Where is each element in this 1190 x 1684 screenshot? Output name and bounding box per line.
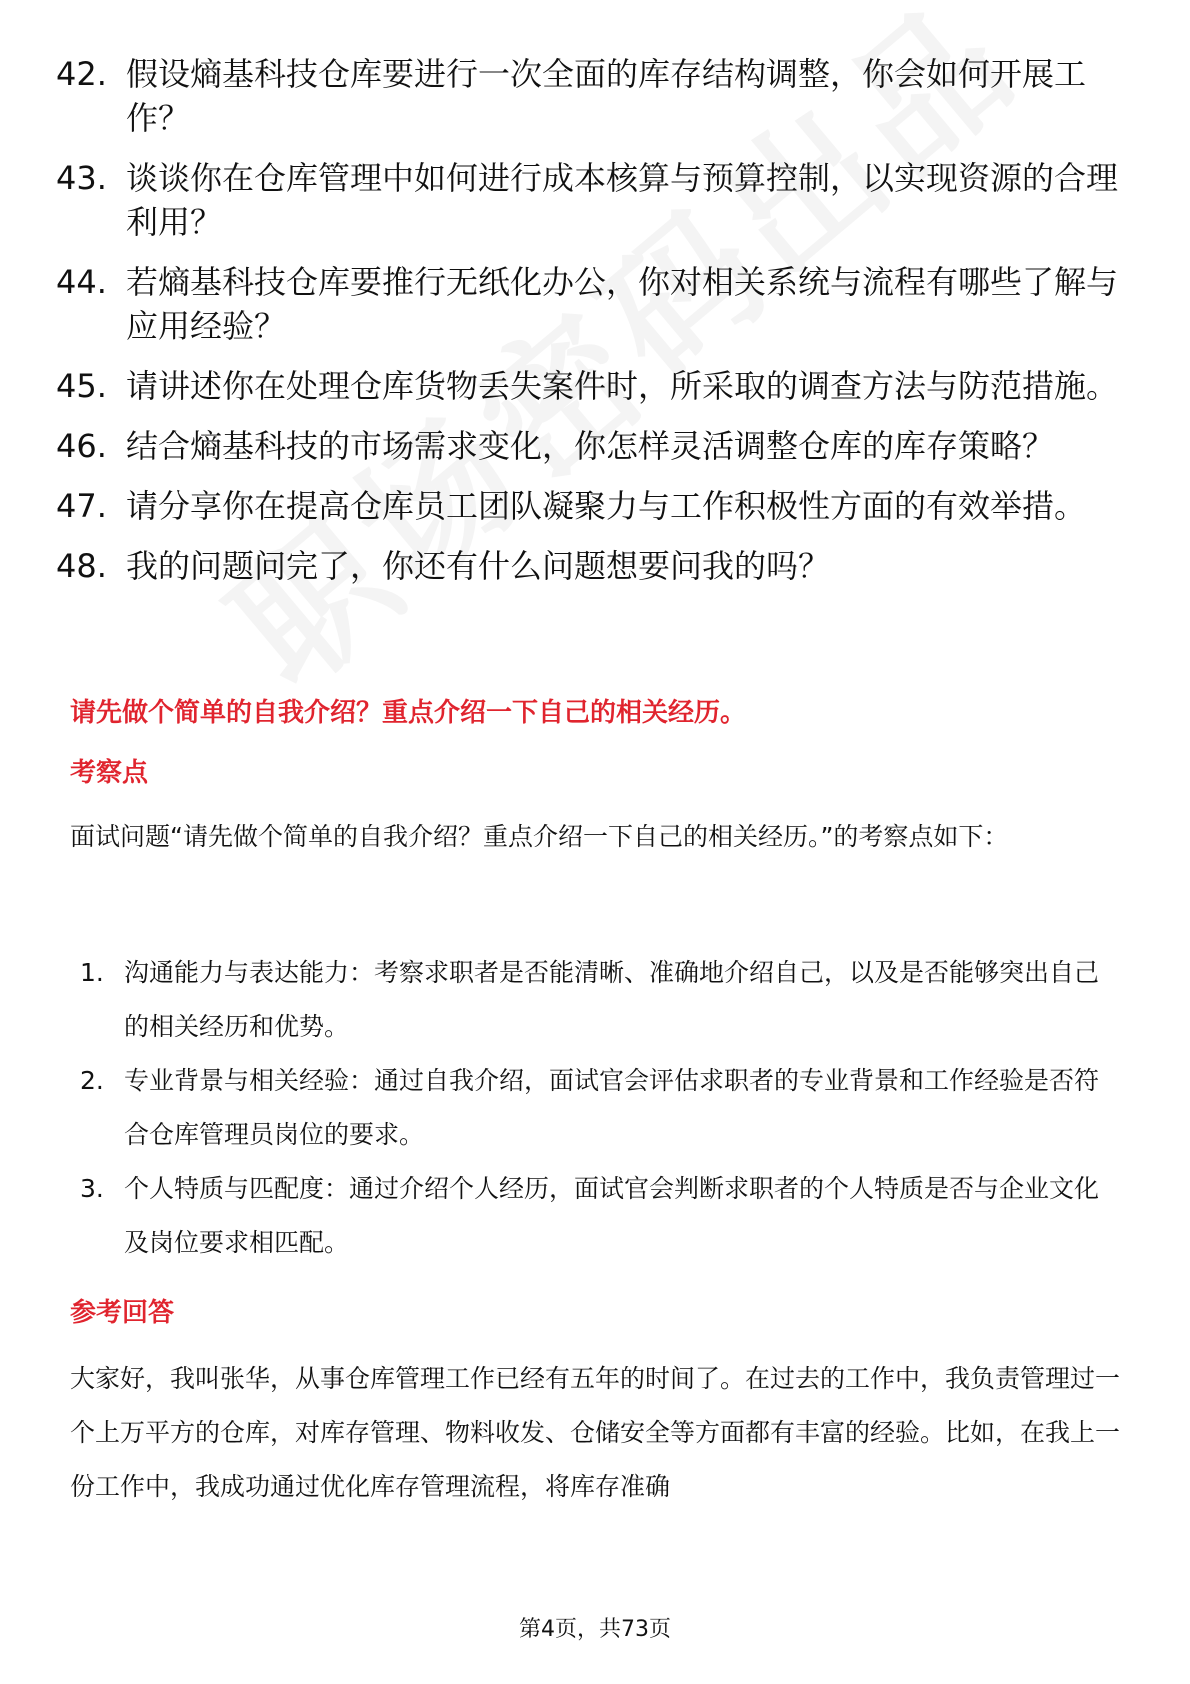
item-number: 3.: [80, 1174, 104, 1203]
page-footer: 第4页，共73页: [519, 1617, 671, 1642]
exam-intro: 面试问题“请先做个简单的自我介绍？重点介绍一下自己的相关经历。”的考察点如下：: [70, 822, 1009, 851]
item-text: 若熵基科技仓库要推行无纸化办公，你对相关系统与流程有哪些了解与应用经验？: [126, 263, 1119, 345]
item-number: 1.: [80, 958, 104, 987]
list-item: [70, 946, 1120, 1054]
item-text: 个人特质与匹配度：通过介绍个人经历，面试官会判断求职者的个人特质是否与企业文化及岗位要求相匹配。: [124, 1174, 1100, 1257]
item-number: 43.: [56, 159, 107, 197]
list-item: [70, 1162, 1120, 1270]
item-text: 假设熵基科技仓库要进行一次全面的库存结构调整，你会如何开展工作？: [126, 55, 1087, 137]
item-number: 2.: [80, 1066, 104, 1095]
item-text: 请分享你在提高仓库员工团队凝聚力与工作积极性方面的有效举措。: [126, 487, 1087, 525]
item-number: 46.: [56, 427, 107, 465]
item-text: 沟通能力与表达能力：考察求职者是否能清晰、准确地介绍自己，以及是否能够突出自己的相关经历和优势。: [124, 958, 1100, 1041]
list-item: [70, 1054, 1120, 1162]
list-item: [56, 52, 1136, 140]
list-item: [56, 484, 1136, 528]
question-list: [56, 52, 1136, 604]
item-number: 48.: [56, 547, 107, 585]
question-heading: 请先做个简单的自我介绍？重点介绍一下自己的相关经历。: [70, 698, 747, 728]
list-item: [56, 156, 1136, 244]
item-number: 44.: [56, 263, 107, 301]
answer-heading: 参考回答: [70, 1298, 175, 1328]
item-text: 专业背景与相关经验：通过自我介绍，面试官会评估求职者的专业背景和工作经验是否符合仓库管理员岗位的要求。: [124, 1066, 1100, 1149]
list-item: [56, 364, 1136, 408]
item-number: 47.: [56, 487, 107, 525]
item-number: 42.: [56, 55, 107, 93]
exam-points: [70, 946, 1120, 1270]
item-text: 结合熵基科技的市场需求变化，你怎样灵活调整仓库的库存策略？: [126, 427, 1055, 465]
item-text: 谈谈你在仓库管理中如何进行成本核算与预算控制，以实现资源的合理利用？: [126, 159, 1119, 241]
item-text: 请讲述你在处理仓库货物丢失案件时，所采取的调查方法与防范措施。: [126, 367, 1119, 405]
item-number: 45.: [56, 367, 107, 405]
list-item: [56, 260, 1136, 348]
list-item: [56, 424, 1136, 468]
list-item: [56, 544, 1136, 588]
answer-text: 大家好，我叫张华，从事仓库管理工作已经有五年的时间了。在过去的工作中，我负责管理过一个上万平方的仓库，对库存管理、物料收发、仓储安全等方面都有丰富的经验。比如，在我上一份工作中，我成功通过优化库存管理流程，将库存准确: [70, 1364, 1121, 1501]
item-text: 我的问题问完了，你还有什么问题想要问我的吗？: [126, 547, 831, 585]
exam-heading: 考察点: [70, 758, 149, 788]
